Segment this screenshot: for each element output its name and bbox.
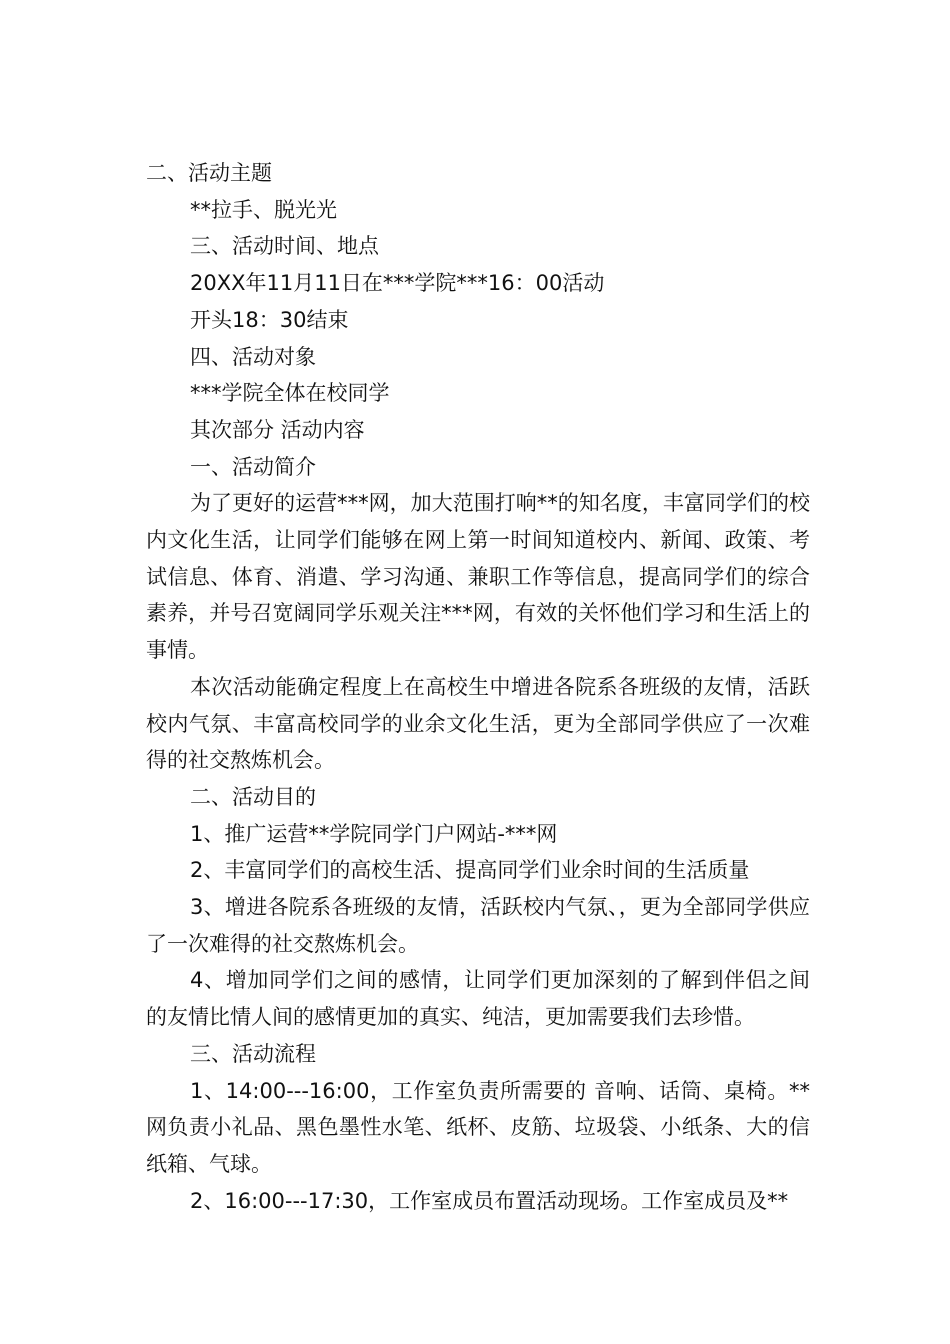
heading-activity-intro: 一、活动简介 xyxy=(190,454,316,479)
goal-item-2: 2、丰富同学们的高校生活、提高同学们业余时间的生活质量 xyxy=(190,858,750,883)
document-body xyxy=(146,155,810,1219)
time-end-text: 开头18：30结束 xyxy=(190,307,349,332)
goal-item-1: 1、推广运营**学院同学门户网站-***网 xyxy=(190,821,558,846)
heading-activity-goal: 二、活动目的 xyxy=(190,784,316,809)
flow-item-1: 1、14:00---16:00，工作室负责所需要的 音响、话筒、桌椅。**网负责小礼品、黑色墨性水笔、纸杯、皮筋、垃圾袋、小纸条、大的信纸箱、气球。 xyxy=(146,1078,810,1176)
target-text: ***学院全体在校同学 xyxy=(190,381,390,406)
heading-activity-target: 四、活动对象 xyxy=(190,344,316,369)
flow-item-2: 2、16:00---17:30，工作室成员布置活动现场。工作室成员及** xyxy=(190,1188,789,1213)
heading-time-place: 三、活动时间、地点 xyxy=(190,234,379,259)
goal-item-3: 3、增进各院系各班级的友情，活跃校内气氛、，更为全部同学供应了一次难得的社交熬炼机会。 xyxy=(146,895,810,956)
section-heading-content: 其次部分 活动内容 xyxy=(190,417,365,442)
intro-paragraph-2: 本次活动能确定程度上在高校生中增进各院系各班级的友情，活跃校内气氛、丰富高校同学的业余文化生活，更为全部同学供应了一次难得的社交熬炼机会。 xyxy=(146,674,810,773)
theme-text: **拉手、脱光光 xyxy=(190,197,337,222)
intro-paragraph-1: 为了更好的运营***网，加大范围打响**的知名度，丰富同学们的校内文化生活，让同学们能够在网上第一时间知道校内、新闻、政策、考试信息、体育、消遣、学习沟通、兼职工作等信息，提高同学们的综合素养，并号召宽阔同学乐观关注***网，有效的关怀他们学习和生活上的事情。 xyxy=(146,491,810,663)
heading-activity-theme: 二、活动主题 xyxy=(146,161,272,185)
time-place-text: 20XX年11月11日在***学院***16：00活动 xyxy=(190,271,605,296)
goal-item-4: 4、增加同学们之间的感情，让同学们更加深刻的了解到伴侣之间的友情比情人间的感情更加的真实、纯洁，更加需要我们去珍惜。 xyxy=(146,968,810,1030)
heading-activity-flow: 三、活动流程 xyxy=(190,1041,316,1066)
